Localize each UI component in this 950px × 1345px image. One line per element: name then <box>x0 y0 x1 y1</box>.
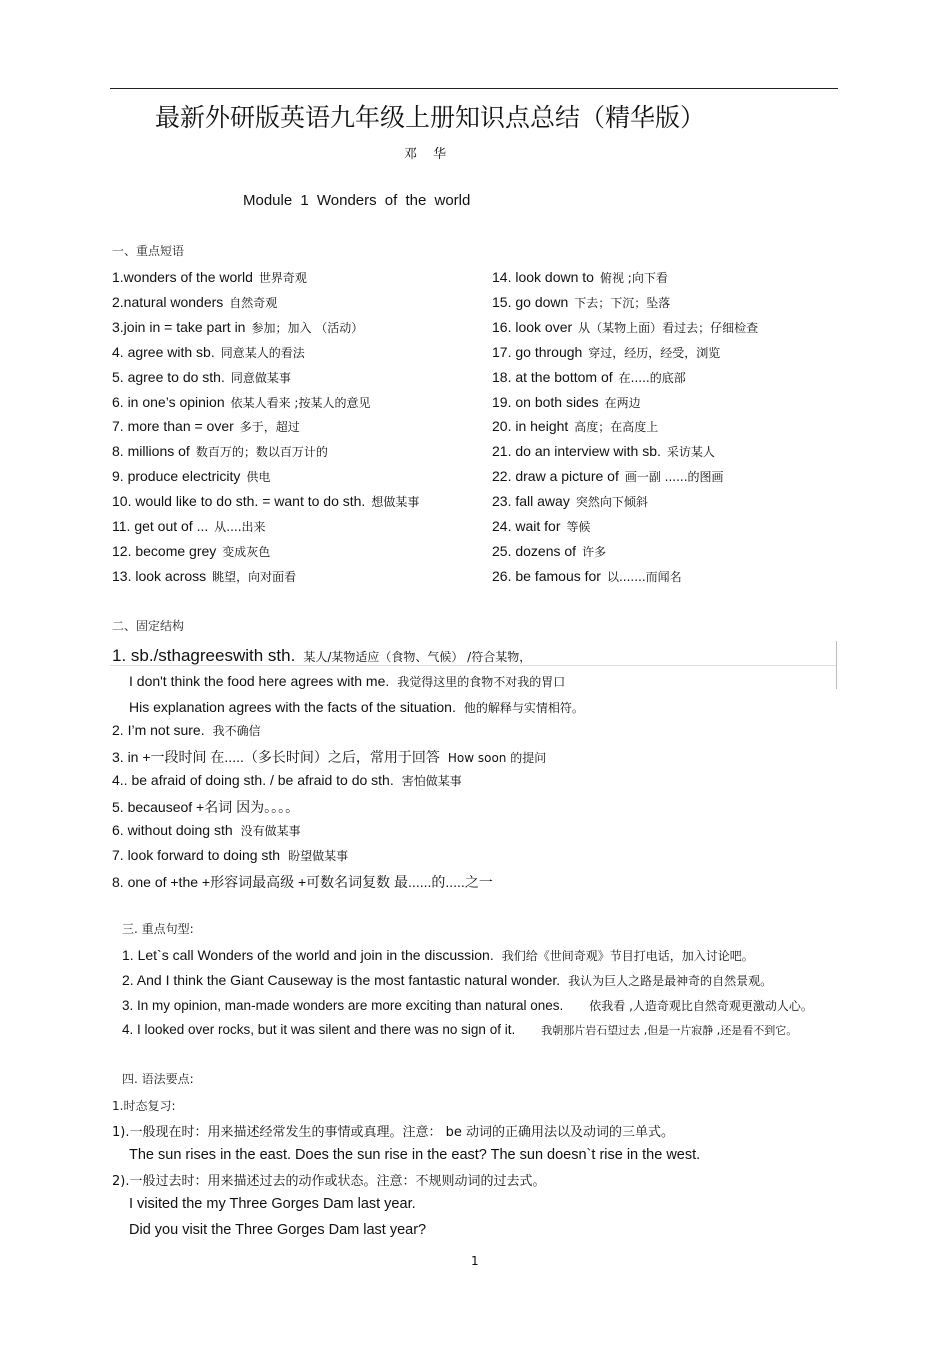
structure-chinese: 害怕做某事 <box>401 774 462 788</box>
phrase-chinese: 想做某事 <box>371 495 420 510</box>
section-heading-grammar: 四. 语法要点: <box>122 1072 194 1086</box>
structure-english: 3. in +一段时间 在.....（多长时间）之后，常用于回答 <box>112 749 440 765</box>
phrase-item <box>112 443 328 460</box>
sentence-chinese: 我们给《世间奇观》节目打电话，加入讨论吧。 <box>501 949 754 963</box>
phrase-chinese: 供电 <box>246 470 271 485</box>
phrase-chinese: 自然奇观 <box>229 295 278 310</box>
phrase-english: 14. look down to <box>492 269 594 285</box>
key-sentence <box>122 972 772 989</box>
structure-english: 5. becauseof +名词 因为。。。。 <box>112 799 300 815</box>
structure-chinese: 某人/某物适应（食物、气候） /符合某物， <box>303 650 532 664</box>
sentence-english: 4. I looked over rocks, but it was silent and there was no sign of it. <box>122 1022 516 1037</box>
grammar-example: The sun rises in the east. Does the sun rise in the east? The sun doesn`t rise in the west. <box>129 1147 701 1163</box>
structure-chinese: 没有做某事 <box>240 824 301 838</box>
phrase-english: 4. agree with sb. <box>112 343 215 360</box>
phrase-chinese: 等候 <box>566 520 591 534</box>
phrase-item <box>112 294 277 311</box>
top-rule <box>110 88 838 89</box>
phrase-item <box>492 443 715 460</box>
structure-english: 6. without doing sth <box>112 822 233 838</box>
phrase-item <box>112 468 270 485</box>
author: 邓 华 <box>404 147 453 162</box>
page-number: 1 <box>471 1254 479 1268</box>
phrase-chinese: 同意做某事 <box>230 370 291 385</box>
phrase-chinese: 参加；加入 （活动） <box>251 320 364 335</box>
phrase-item <box>112 568 296 585</box>
phrase-chinese: 数百万的；数以百万计的 <box>195 445 328 460</box>
phrase-item <box>492 344 720 361</box>
phrase-chinese: 许多 <box>582 544 607 559</box>
phrase-item <box>492 543 606 560</box>
phrase-english: 13. look across <box>112 567 207 584</box>
structure-item <box>112 872 493 892</box>
structure-english: 4.. be afraid of doing sth. / be afraid to do sth. <box>112 772 394 788</box>
phrase-item <box>112 493 419 510</box>
phrase-english: 8. millions of <box>112 443 190 460</box>
phrase-english: 1.wonders of the world <box>112 269 253 285</box>
phrase-chinese: 下去；下沉；坠落 <box>574 295 671 310</box>
key-sentence <box>122 1022 797 1038</box>
phrase-chinese: 在.....的底部 <box>618 370 686 385</box>
grammar-example: Did you visit the Three Gorges Dam last year? <box>129 1222 427 1238</box>
grammar-item: 1).一般现在时：用来描述经常发生的事情或真理。注意： be 动词的正确用法以及动词的三单式。 <box>112 1125 674 1140</box>
structure-english: 1. sb./sthagreeswith sth. <box>112 646 296 665</box>
phrase-chinese: 从（某物上面）看过去；仔细检查 <box>578 320 759 335</box>
phrase-item <box>492 418 658 435</box>
grammar-subheading: 1.时态复习: <box>112 1099 176 1113</box>
phrase-chinese: 穿过，经历，经受，浏览 <box>588 345 721 360</box>
phrase-english: 12. become grey <box>112 542 217 559</box>
grammar-item: 2).一般过去时：用来描述过去的动作或状态。注意：不规则动词的过去式。 <box>112 1174 546 1189</box>
phrase-english: 3.join in = take part in <box>112 318 246 335</box>
table-border-line <box>836 641 837 689</box>
phrase-item <box>492 319 758 336</box>
phrase-english: 6. in one’s opinion <box>112 393 225 410</box>
phrase-chinese: 俯视 ;向下看 <box>599 271 668 285</box>
phrase-english: 21. do an interview with sb. <box>492 443 661 460</box>
phrase-english: 19. on both sides <box>492 393 599 410</box>
phrase-english: 18. at the bottom of <box>492 368 613 385</box>
phrase-chinese: 依某人看来 ;按某人的意见 <box>230 395 371 410</box>
section-heading-structures: 二、固定结构 <box>112 619 185 633</box>
module-heading: Module 1 Wonders of the world <box>243 192 471 209</box>
phrase-english: 23. fall away <box>492 493 570 510</box>
phrase-english: 9. produce electricity <box>112 468 241 485</box>
structure-item <box>112 822 301 839</box>
phrase-item <box>492 493 648 510</box>
phrase-item <box>112 518 266 535</box>
structure-chinese: 他的解释与实情相符。 <box>463 701 584 715</box>
sentence-english: 1. Let`s call Wonders of the world and join in the discussion. <box>122 947 494 963</box>
structure-chinese: 我觉得这里的食物不对我的胃口 <box>397 675 566 689</box>
structure-english: I don't think the food here agrees with me. <box>129 673 390 689</box>
structure-english: 8. one of +the +形容词最高级 +可数名词复数 最......的.....之一 <box>112 874 493 890</box>
grammar-example: I visited the my Three Gorges Dam last year. <box>129 1196 416 1212</box>
phrase-chinese: 多于，超过 <box>239 420 300 435</box>
phrase-chinese: 同意某人的看法 <box>220 345 305 360</box>
sentence-english: 2. And I think the Giant Causeway is the most fantastic natural wonder. <box>122 972 561 988</box>
phrase-chinese: 在两边 <box>604 395 641 410</box>
sentence-english: 3. In my opinion, man-made wonders are more exciting than natural ones. <box>122 998 564 1013</box>
structure-english: His explanation agrees with the facts of the situation. <box>129 699 456 715</box>
phrase-english: 5. agree to do sth. <box>112 368 225 385</box>
structure-item <box>112 747 546 767</box>
phrase-english: 10. would like to do sth. = want to do sth. <box>112 493 366 510</box>
phrase-item <box>112 269 307 286</box>
structure-english: 2. I’m not sure. <box>112 722 205 738</box>
phrase-item <box>492 468 724 485</box>
key-sentence <box>122 997 813 1014</box>
phrase-chinese: 世界奇观 <box>258 271 307 285</box>
phrase-english: 17. go through <box>492 343 583 360</box>
phrase-english: 15. go down <box>492 293 569 310</box>
phrase-chinese: 高度；在高度上 <box>574 420 659 435</box>
phrase-item <box>492 294 670 311</box>
structure-item <box>129 673 565 690</box>
phrase-english: 11. get out of ... <box>112 518 209 534</box>
structure-item <box>112 646 531 666</box>
phrase-item <box>112 543 270 560</box>
key-sentence <box>122 947 754 964</box>
section-heading-phrases: 一、重点短语 <box>112 244 185 258</box>
structure-item <box>112 847 348 864</box>
phrase-chinese: 眺望，向对面看 <box>212 569 297 584</box>
structure-item <box>129 699 584 716</box>
phrase-chinese: 从....出来 <box>214 520 266 534</box>
phrase-chinese: 突然向下倾斜 <box>575 495 648 510</box>
phrase-english: 2.natural wonders <box>112 293 224 310</box>
phrase-item <box>492 394 641 411</box>
phrase-english: 25. dozens of <box>492 542 577 559</box>
sentence-chinese: 我认为巨人之路是最神奇的自然景观。 <box>568 974 773 988</box>
structure-item <box>112 722 261 739</box>
structure-chinese: 盼望做某事 <box>288 849 349 863</box>
phrase-english: 26. be famous for <box>492 567 601 584</box>
phrase-english: 20. in height <box>492 418 569 435</box>
phrase-item <box>112 319 363 336</box>
structure-item <box>112 797 299 817</box>
phrase-chinese: 变成灰色 <box>222 544 271 559</box>
phrase-item <box>112 418 300 435</box>
page-title: 最新外研版英语九年级上册知识点总结（精华版） <box>155 103 706 132</box>
phrase-item <box>112 344 305 361</box>
phrase-chinese: 以.......而闻名 <box>606 569 682 584</box>
phrase-item <box>492 518 591 535</box>
phrase-item <box>492 369 686 386</box>
phrase-item <box>492 269 668 286</box>
phrase-item <box>112 394 370 411</box>
phrase-chinese: 画一副 ......的图画 <box>624 470 724 485</box>
phrase-item <box>492 568 682 585</box>
structure-item <box>112 772 462 789</box>
phrase-english: 7. more than = over <box>112 418 234 435</box>
sentence-chinese: 依我看 ,人造奇观比自然奇观更激动人心。 <box>589 999 813 1013</box>
phrase-english: 22. draw a picture of <box>492 468 619 485</box>
section-heading-sentences: 三. 重点句型: <box>122 922 194 936</box>
structure-chinese: How soon 的提问 <box>447 751 547 765</box>
structure-chinese: 我不确信 <box>212 724 261 738</box>
phrase-english: 16. look over <box>492 318 573 335</box>
phrase-chinese: 采访某人 <box>666 445 715 460</box>
phrase-item <box>112 369 291 386</box>
sentence-chinese: 我朝那片岩石望过去 ,但是一片寂静 ,还是看不到它。 <box>541 1024 798 1037</box>
structure-english: 7. look forward to doing sth <box>112 847 281 863</box>
phrase-english: 24. wait for <box>492 518 561 534</box>
